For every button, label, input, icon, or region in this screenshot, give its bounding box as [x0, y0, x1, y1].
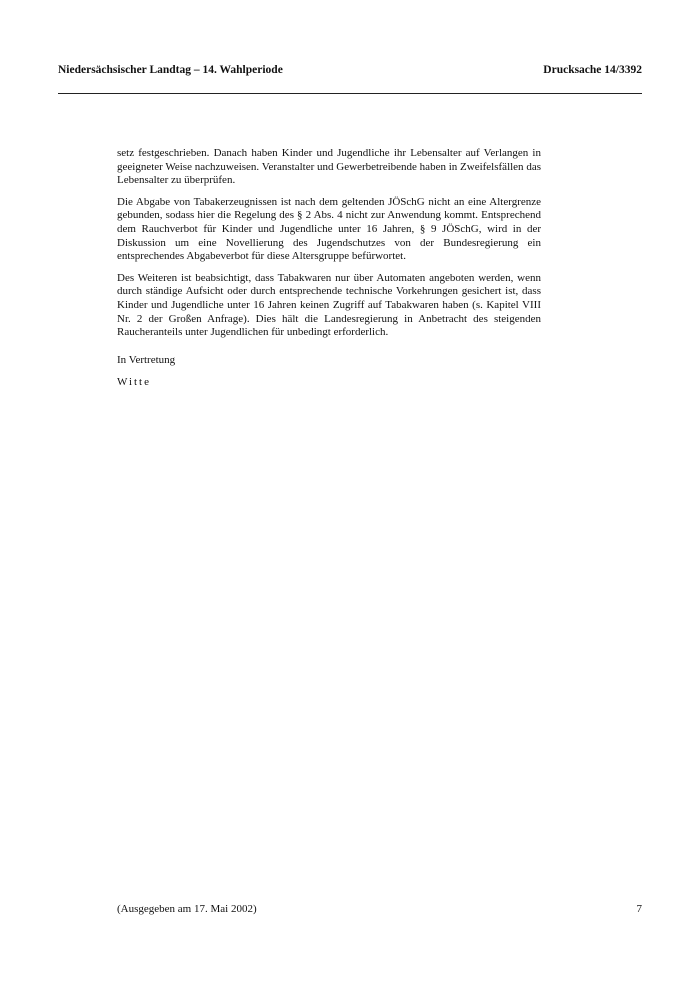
signature-role: In Vertretung [117, 354, 176, 366]
paragraph-3: Des Weiteren ist beabsichtigt, dass Tabakwaren nur über Automaten angeboten werden, wenn durch ständige Aufsicht oder durch entsprechende technische Vorkehrungen gesichert ist, dass Kinder und Jugendliche unter 16 Jahren keinen Zugriff auf Tabakwaren haben (s. Kapitel VIII Nr. 2 der Großen Anfrage). Dies hält die Landesregierung in Anbetracht des steigenden Raucheranteils unter Jugendlichen für unbedingt erforderlich. [117, 271, 541, 339]
header-publisher: Niedersächsischer Landtag – 14. Wahlperiode [58, 64, 283, 76]
header-divider [58, 93, 642, 94]
page-number: 7 [636, 903, 642, 915]
signature-block [117, 354, 175, 389]
paragraph-1: setz festgeschrieben. Danach haben Kinder und Jugendliche ihr Lebensalter auf Verlangen in geeigneter Weise nachzuweisen. Veranstalter und Gewerbetreibende haben in Zweifelsfällen das Lebensalter zu überprüfen. [117, 147, 541, 187]
issue-date: (Ausgegeben am 17. Mai 2002) [117, 903, 257, 915]
header-document-number: Drucksache 14/3392 [543, 64, 642, 76]
signature-name: Witte [117, 375, 151, 388]
document-body [117, 147, 541, 348]
page-header [58, 64, 642, 84]
paragraph-2: Die Abgabe von Tabakerzeugnissen ist nach dem geltenden JÖSchG nicht an eine Altergrenze gebunden, sodass hier die Regelung des § 2 Abs. 4 nicht zur Anwendung kommt. Entsprechend dem Rauchverbot für Kinder und Jugendliche unter 16 Jahren, § 9 JÖSchG, wird in der Diskussion um eine Novellierung des Jugendschutzes von der Bundesregierung ein entsprechendes Abgabeverbot für diese Altersgruppe befürwortet. [117, 195, 541, 263]
